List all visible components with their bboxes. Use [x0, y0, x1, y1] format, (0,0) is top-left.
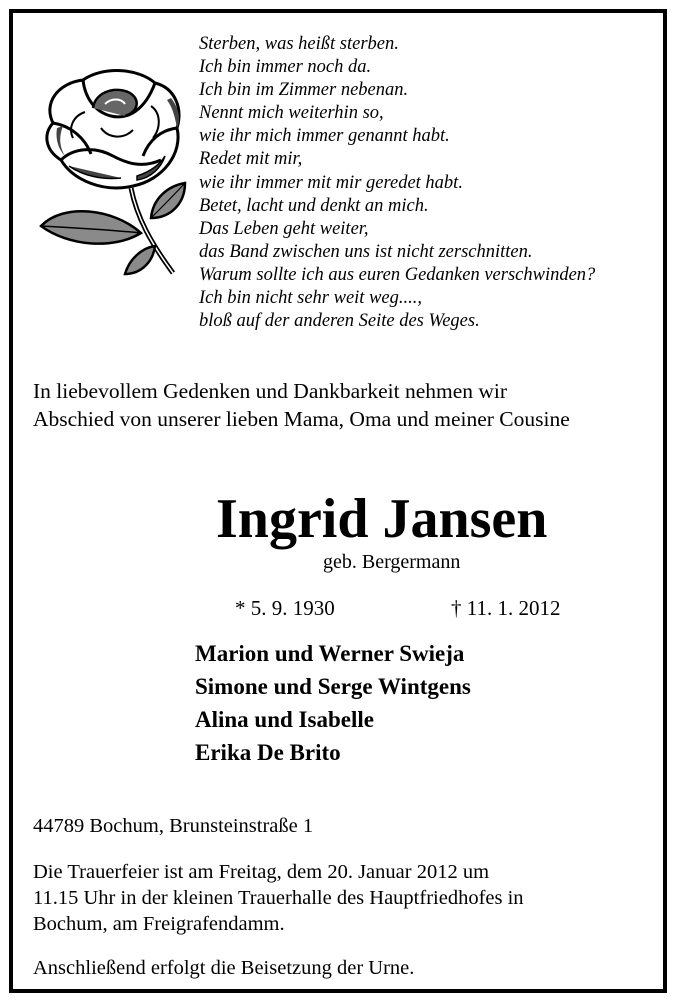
- maiden-name: geb. Bergermann: [323, 551, 461, 573]
- intro-line: In liebevollem Gedenken und Dankbarkeit nehmen wir: [33, 379, 508, 403]
- deceased-name: Ingrid Jansen: [216, 488, 548, 550]
- obituary-frame: [9, 9, 667, 993]
- poem-line: das Band zwischen uns ist nicht zerschnitten.: [199, 241, 533, 262]
- poem-line: Ich bin nicht sehr weit weg....,: [199, 288, 422, 309]
- poem-line: Ich bin im Zimmer nebenan.: [199, 80, 409, 101]
- address: 44789 Bochum, Brunsteinstraße 1: [33, 815, 314, 837]
- burial-info: Anschließend erfolgt die Beisetzung der Urne.: [33, 957, 415, 979]
- poem-line: bloß auf der anderen Seite des Weges.: [199, 311, 480, 332]
- poem-line: Redet mit mir,: [199, 149, 303, 170]
- death-date: † 11. 1. 2012: [451, 596, 561, 620]
- intro-line: Abschied von unserer lieben Mama, Oma und meiner Cousine: [33, 407, 570, 431]
- poem-line: Betet, lacht und denkt an mich.: [199, 195, 429, 216]
- poem-line: Ich bin immer noch da.: [199, 57, 372, 78]
- mourner-name: Simone und Serge Wintgens: [195, 674, 471, 699]
- service-line: Bochum, am Freigrafendamm.: [33, 913, 285, 935]
- mourner-name: Marion und Werner Swieja: [195, 641, 465, 666]
- service-line: Die Trauerfeier ist am Freitag, dem 20. Januar 2012 um: [33, 861, 490, 883]
- poem-line: Das Leben geht weiter,: [199, 218, 369, 239]
- mourners-list: [195, 637, 471, 769]
- mourner-name: Erika De Brito: [195, 740, 341, 765]
- poem-line: Warum sollte ich aus euren Gedanken verschwinden?: [199, 264, 596, 285]
- poem-line: Nennt mich weiterhin so,: [199, 103, 384, 124]
- funeral-service-info: [33, 859, 653, 937]
- service-line: 11.15 Uhr in der kleinen Trauerhalle des Hauptfriedhofes in: [33, 887, 524, 909]
- rose-icon: [33, 68, 193, 278]
- poem-line: wie ihr immer mit mir geredet habt.: [199, 172, 463, 193]
- poem-line: Sterben, was heißt sterben.: [199, 34, 399, 54]
- poem: [199, 33, 659, 333]
- intro-text: [33, 377, 653, 433]
- poem-line: wie ihr mich immer genannt habt.: [199, 126, 450, 147]
- mourner-name: Alina und Isabelle: [195, 707, 374, 732]
- birth-date: * 5. 9. 1930: [235, 596, 335, 620]
